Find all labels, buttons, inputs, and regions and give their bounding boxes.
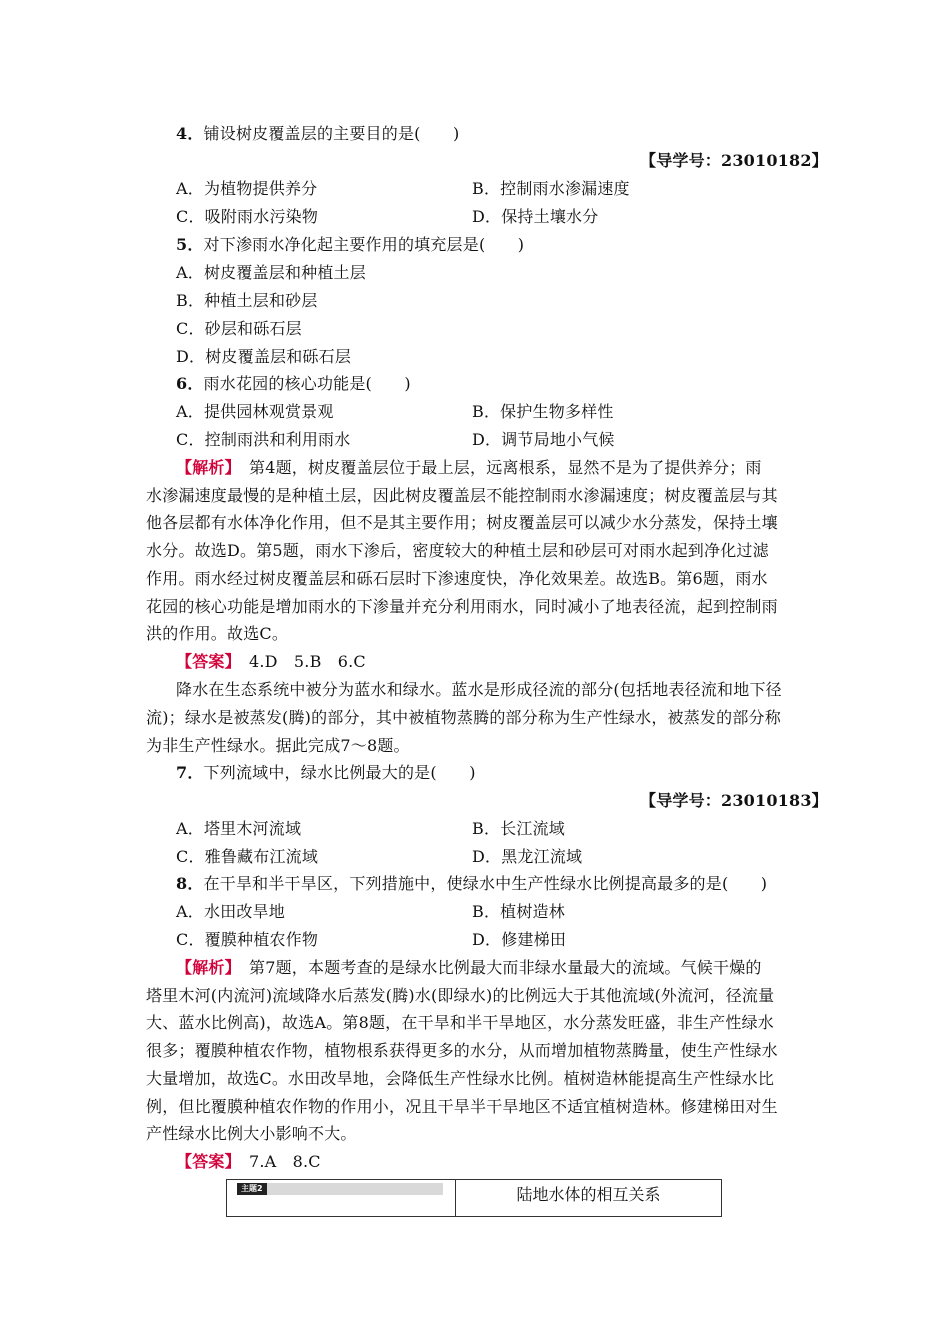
analysis-line: 很多；覆膜种植农作物，植物根系获得更多的水分，从而增加植物蒸腾量，使生产性绿水 xyxy=(146,1041,778,1060)
analysis-line: 例，但比覆膜种植农作物的作用小，况且干旱半干旱地区不适宜植树造林。修建梯田对生 xyxy=(146,1097,778,1116)
option-b: B．长江流域 xyxy=(472,819,565,838)
question-text: 对下渗雨水净化起主要作用的填充层是( ) xyxy=(203,235,525,254)
question-text: 雨水花园的核心功能是( ) xyxy=(203,374,411,393)
question-6-stem xyxy=(176,374,411,394)
analysis-line: 他各层都有水体净化作用，但不是其主要作用；树皮覆盖层可以减少水分蒸发，保持土壤 xyxy=(146,513,778,532)
analysis-line: 水分。故选D。第5题，雨水下渗后，密度较大的种植土层和砂层可对雨水起到净化过滤 xyxy=(146,541,769,560)
analysis-line: 大量增加，故选C。水田改旱地，会降低生产性绿水比例。植树造林能提高生产性绿水比 xyxy=(146,1069,775,1088)
topic-header-table xyxy=(226,1179,722,1217)
option-c: C．覆膜种植农作物 xyxy=(176,930,319,949)
analysis-line: 花园的核心功能是增加雨水的下渗量并充分利用雨水，同时减小了地表径流，起到控制雨 xyxy=(146,597,778,616)
analysis-tag: 【解析】 xyxy=(176,458,233,477)
analysis-line: 【解析】 第7题，本题考查的是绿水比例最大而非绿水量最大的流域。气候干燥的 xyxy=(176,958,762,977)
analysis-line: 塔里木河(内流河)流域降水后蒸发(腾)水(即绿水)的比例远大于其他流域(外流河，径流量 xyxy=(146,986,775,1005)
question-8-stem xyxy=(176,874,767,894)
analysis-line: 洪的作用。故选C。 xyxy=(146,624,289,643)
option-d: D．修建梯田 xyxy=(472,930,567,949)
question-5-stem xyxy=(176,235,524,255)
option-b: B．控制雨水渗漏速度 xyxy=(472,179,630,198)
question-number: 8． xyxy=(176,874,204,893)
passage-line: 流)；绿水是被蒸发(腾)的部分，其中被植物蒸腾的部分称为生产性绿水，被蒸发的部分称 xyxy=(146,708,781,727)
topic-badge-bar xyxy=(237,1183,443,1195)
option-a: A．树皮覆盖层和种植土层 xyxy=(176,263,366,282)
option-c: C．砂层和砾石层 xyxy=(176,319,302,338)
answer-tag: 【答案】 xyxy=(176,652,233,671)
analysis-tag: 【解析】 xyxy=(176,958,233,977)
question-text: 铺设树皮覆盖层的主要目的是( ) xyxy=(203,124,460,143)
option-a: A．提供园林观赏景观 xyxy=(176,402,334,421)
analysis-line: 作用。雨水经过树皮覆盖层和砾石层时下渗速度快，净化效果差。故选B。第6题，雨水 xyxy=(146,569,768,588)
question-number: 7． xyxy=(176,763,204,782)
topic-label-cell xyxy=(227,1180,456,1216)
analysis-line: 产性绿水比例大小影响不大。 xyxy=(146,1124,357,1143)
analysis-line: 水渗漏速度最慢的是种植土层，因此树皮覆盖层不能控制雨水渗漏速度；树皮覆盖层与其 xyxy=(146,486,778,505)
option-c: C．控制雨洪和利用雨水 xyxy=(176,430,351,449)
option-a: A．塔里木河流域 xyxy=(176,819,302,838)
passage-line: 降水在生态系统中被分为蓝水和绿水。蓝水是形成径流的部分(包括地表径流和地下径 xyxy=(176,680,782,699)
option-b: B．植树造林 xyxy=(472,902,565,921)
option-d: D．树皮覆盖层和砾石层 xyxy=(176,347,352,366)
question-number: 6． xyxy=(176,374,204,393)
option-a: A．为植物提供养分 xyxy=(176,179,318,198)
passage-line: 为非生产性绿水。据此完成7～8题。 xyxy=(146,736,410,755)
guide-reference-number: 【导学号：23010183】 xyxy=(640,791,828,810)
analysis-line: 【解析】 第4题，树皮覆盖层位于最上层，远离根系，显然不是为了提供养分；雨 xyxy=(176,458,762,477)
topic-badge: 主题2 xyxy=(237,1183,267,1195)
option-b: B．保护生物多样性 xyxy=(472,402,614,421)
option-d: D．保持土壤水分 xyxy=(472,207,599,226)
option-d: D．黑龙江流域 xyxy=(472,847,583,866)
question-number: 5． xyxy=(176,235,204,254)
option-a: A．水田改旱地 xyxy=(176,902,285,921)
option-b: B．种植土层和砂层 xyxy=(176,291,318,310)
topic-title: 陆地水体的相互关系 xyxy=(516,1185,661,1204)
option-c: C．吸附雨水污染物 xyxy=(176,207,319,226)
question-text: 在干旱和半干旱区，下列措施中，使绿水中生产性绿水比例提高最多的是( ) xyxy=(203,874,768,893)
answer-line: 【答案】 7.A 8.C xyxy=(176,1152,321,1171)
answer-tag: 【答案】 xyxy=(176,1152,233,1171)
question-7-stem xyxy=(176,763,476,783)
option-c: C．雅鲁藏布江流域 xyxy=(176,847,319,866)
guide-reference-number: 【导学号：23010182】 xyxy=(640,151,828,170)
answer-line: 【答案】 4.D 5.B 6.C xyxy=(176,652,366,671)
question-4-stem xyxy=(176,124,459,144)
question-text: 下列流域中，绿水比例最大的是( ) xyxy=(203,763,476,782)
question-number: 4． xyxy=(176,124,204,143)
option-d: D．调节局地小气候 xyxy=(472,430,615,449)
analysis-line: 大、蓝水比例高)，故选A。第8题，在干旱和半干旱地区，水分蒸发旺盛，非生产性绿水 xyxy=(146,1013,774,1032)
